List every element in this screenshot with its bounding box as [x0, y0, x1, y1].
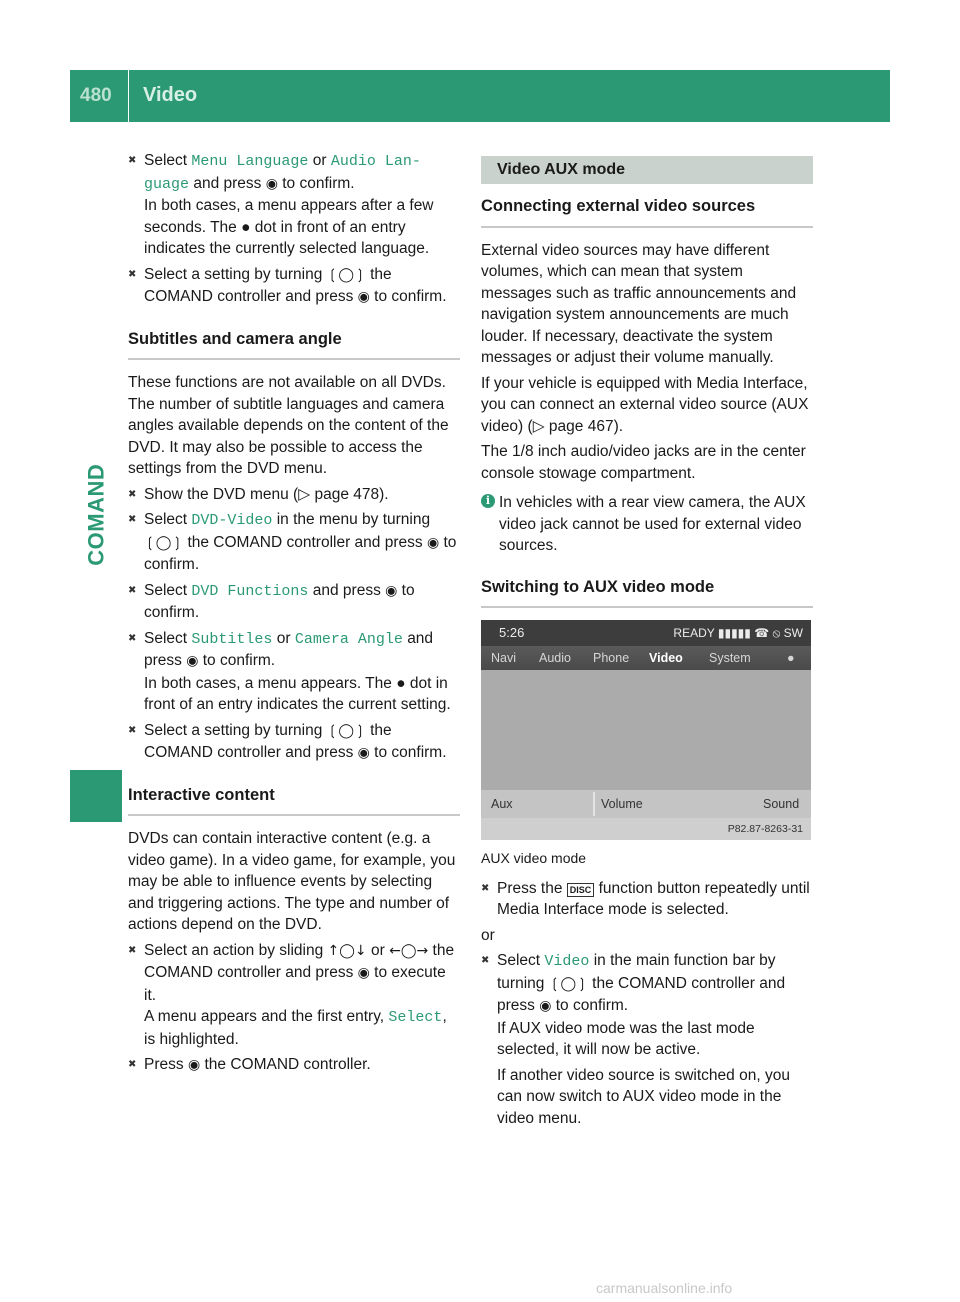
section-heading-aux: Video AUX mode: [481, 156, 813, 184]
turn-controller-icon: ❲◯❳: [326, 722, 366, 739]
page-ref-icon: ▷: [298, 485, 311, 503]
turn-controller-icon: ❲◯❳: [326, 266, 366, 283]
step-select-menu-language: ✖ Select Menu Language or Audio Lan‐ guage and press ◉ to confirm. In both cases, a menu appears after a few seconds. The ● dot in front of an entry indicates the currently selected language.: [128, 150, 460, 260]
step-select-action: ✖ Select an action by sliding ↑◯↓ or ←◯→ the COMAND controller and press ◉ to execute it. A menu appears and the first entry, Select, is highlighted.: [128, 940, 460, 1051]
aux-screen-image: [481, 620, 811, 840]
screen-bottom-separator: [593, 792, 595, 816]
subheading-switching: Switching to AUX video mode: [481, 577, 813, 609]
press-controller-icon: ◉: [385, 582, 398, 599]
page-number: 480: [80, 85, 112, 107]
screen-video-area: [481, 670, 811, 790]
press-controller-icon: ◉: [186, 653, 199, 669]
screen-status-bar: [481, 620, 811, 646]
step-select-setting-2: ✖ Select a setting by turning ❲◯❳ the COMAND controller and press ◉ to confirm.: [128, 720, 460, 765]
step-press-disc: ✖ Press the DISC function button repeatedly until Media Interface mode is selected.: [481, 878, 813, 921]
screen-main-function-bar: [481, 646, 811, 670]
step-select-video: ✖ Select Video in the main function bar by turning ❲◯❳ the COMAND controller and press ◉ to confirm. If AUX video mode was the last mode selected, it will now be active. If another video source is switched on, you can now switch to AUX video mode in the video menu.: [481, 950, 813, 1129]
screen-nav-phone: Phone: [593, 651, 630, 665]
code-video: Video: [544, 953, 590, 970]
screen-nav-audio: Audio: [539, 651, 571, 665]
code-audio-language: Audio Lan‐: [330, 153, 421, 170]
right-column: [481, 150, 813, 1133]
paragraph-jacks: The 1/8 inch audio/video jacks are in the center console stowage compartment.: [481, 443, 806, 482]
screen-image-code: P82.87-8263-31: [481, 818, 811, 840]
turn-controller-icon: ❲◯❳: [144, 534, 184, 551]
code-dvd-functions: DVD Functions: [191, 582, 309, 600]
screen-bottom-sound: Sound: [763, 797, 800, 811]
screen-time: 5:26: [499, 625, 525, 640]
code-select: Select: [388, 1009, 443, 1026]
side-tab: [70, 440, 122, 600]
side-tab-label: COMAND: [83, 463, 109, 566]
code-subtitles: Subtitles: [191, 630, 273, 648]
image-caption: AUX video mode: [481, 850, 587, 866]
press-controller-icon: ◉: [265, 175, 278, 192]
code-dvd-video: DVD-Video: [191, 512, 273, 529]
turn-controller-icon: ❲◯❳: [548, 975, 588, 992]
page-ref-icon: ▷: [532, 417, 545, 435]
slide-left-right-icon: ←◯→: [389, 942, 429, 959]
screen-nav-navi: Navi: [491, 651, 517, 665]
watermark: carmanualsonline.info: [596, 1280, 733, 1296]
step-select-dvd-video: ✖ Select DVD-Video in the menu by turning ❲◯❳ the COMAND controller and press ◉ to confirm.: [128, 509, 460, 576]
step-select-subtitles: ✖ Select Subtitles or Camera Angle and press ◉ to confirm. In both cases, a menu appears. The ● dot in front of an entry indicates the current setting.: [128, 628, 460, 716]
code-camera-angle: Camera Angle: [294, 630, 403, 648]
press-controller-icon: ◉: [357, 965, 370, 981]
paragraph-media-interface: If your vehicle is equipped with Media Interface, you can connect an external video source (AUX video) (▷ page 467).: [481, 374, 809, 435]
disc-button-icon: DISC: [567, 883, 595, 897]
step-select-setting: ✖ Select a setting by turning ❲◯❳ the COMAND controller and press ◉ to confirm.: [128, 264, 460, 309]
screen-nav-system: System: [709, 651, 751, 665]
screen-bottom-bar: [481, 790, 811, 818]
press-controller-icon: ◉: [426, 534, 440, 551]
subheading-interactive: Interactive content: [128, 785, 460, 817]
screen-bottom-volume: Volume: [601, 797, 643, 811]
left-column: [128, 150, 460, 1081]
bullet-dot-icon: ●: [241, 218, 251, 236]
press-controller-icon: ◉: [357, 289, 370, 305]
page-header: [70, 70, 890, 122]
slide-up-down-icon: ↑◯↓: [327, 942, 367, 959]
subheading-connecting: Connecting external video sources: [481, 196, 813, 228]
press-controller-icon: ◉: [539, 998, 552, 1014]
step-press-controller: ✖ Press ◉ the COMAND controller.: [128, 1054, 460, 1077]
side-tab-marker: [70, 770, 122, 822]
screen-status: READY ▮▮▮▮▮ ☎ ⦸ SW: [673, 626, 803, 640]
paragraph-interactive: DVDs can contain interactive content (e.g. a video game). In a video game, for example, you may be able to influence events by selecting and triggering actions. The type and number of actions depend on the DVD.: [128, 830, 456, 933]
screen-bottom-aux: Aux: [491, 797, 513, 811]
press-controller-icon: ◉: [187, 1057, 201, 1073]
section-title: Video: [143, 84, 198, 107]
step-select-dvd-functions: ✖ Select DVD Functions and press ◉ to confirm.: [128, 580, 460, 624]
code-menu-language: Menu Language: [191, 153, 309, 170]
paragraph-subtitles: These functions are not available on all DVDs. The number of subtitle languages and camera angles available depends on the content of the DVD. It may also be possible to access the settings from the DVD menu.: [128, 374, 449, 477]
step-show-dvd-menu: ✖ Show the DVD menu (▷ page 478).: [128, 484, 460, 506]
info-note: i In vehicles with a rear view camera, the AUX video jack cannot be used for external video sources.: [481, 492, 813, 557]
info-icon: i: [481, 494, 495, 508]
screen-nav-video: Video: [649, 651, 683, 665]
bullet-dot-icon: ●: [396, 674, 406, 692]
screen-menu-icon: ●: [787, 651, 795, 665]
or-separator: or: [481, 926, 495, 944]
step-note: If another video source is switched on, you can now switch to AUX video mode in the video menu.: [497, 1066, 790, 1127]
press-controller-icon: ◉: [357, 745, 370, 761]
subheading-subtitles: Subtitles and camera angle: [128, 329, 460, 361]
paragraph-volumes: External video sources may have different volumes, which can mean that system messages such as traffic announcements and navigation system announcements are much louder. If necessary, deactivate the system messages or adjust their volume manually.: [481, 241, 797, 366]
